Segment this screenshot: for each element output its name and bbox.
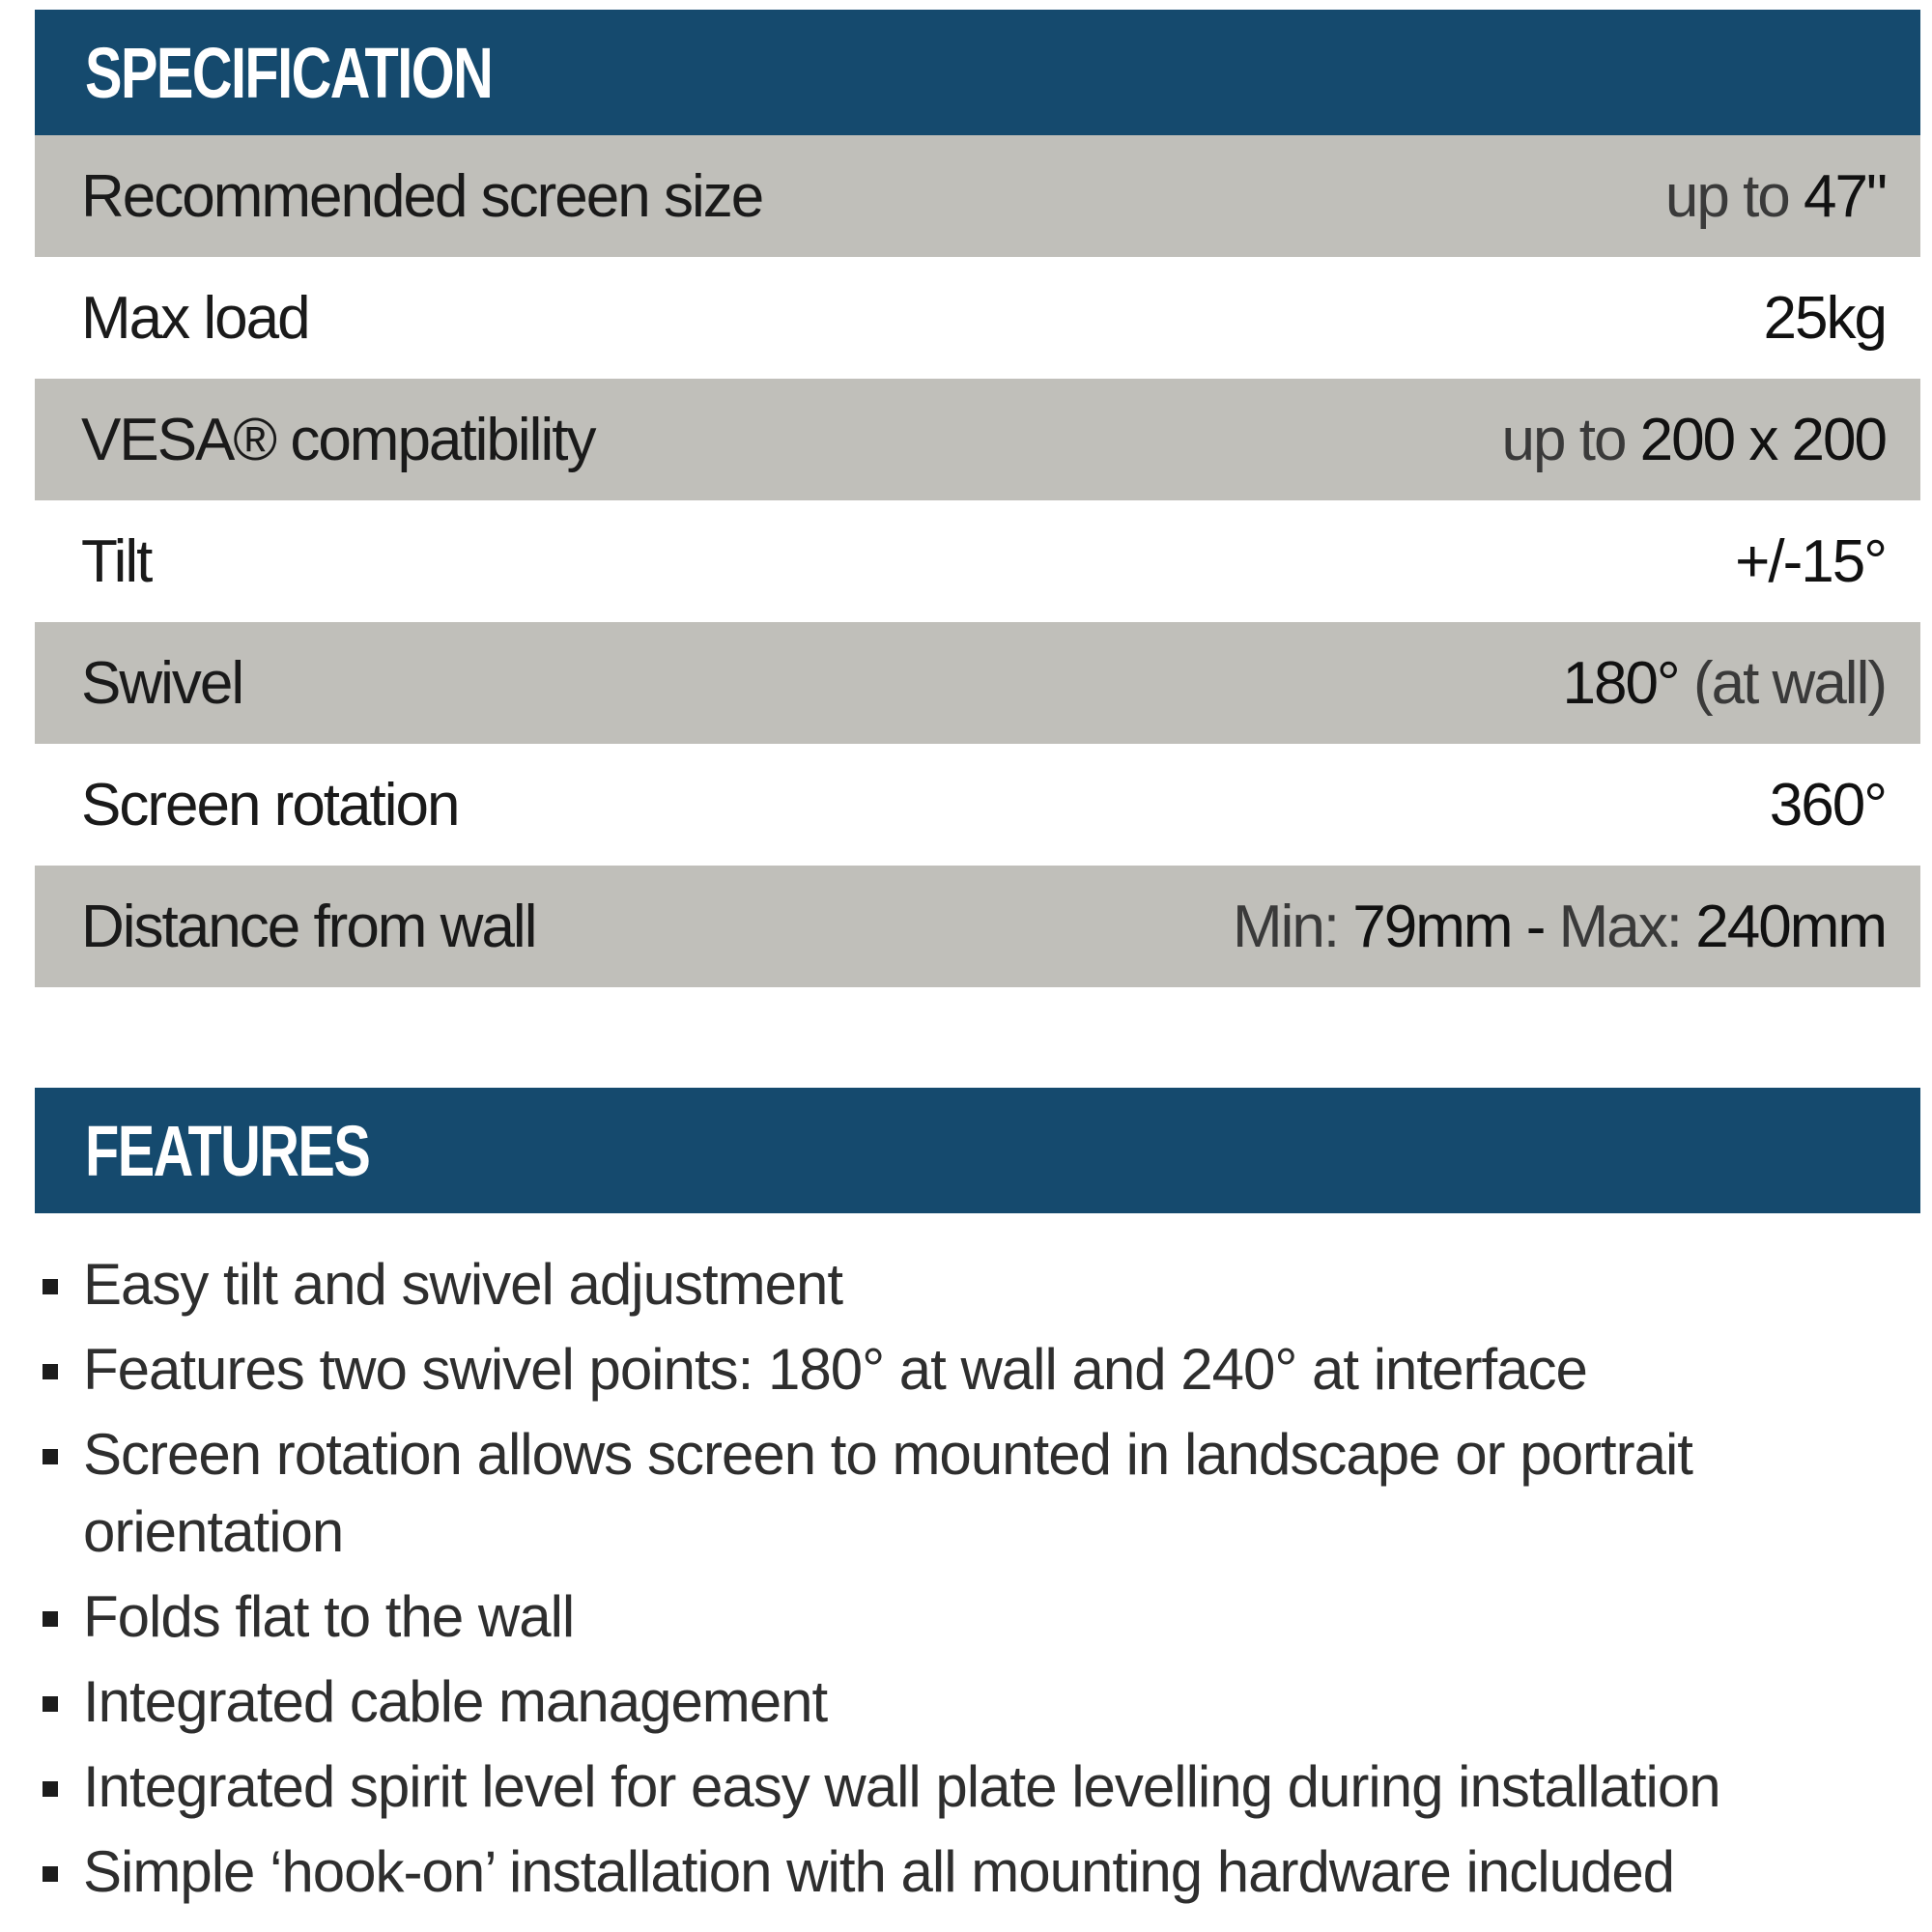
spec-value-prefix: Min: — [1232, 893, 1353, 960]
specification-heading-text: SPECIFICATION — [85, 32, 493, 113]
spec-value-end: 240mm — [1695, 893, 1886, 960]
spec-value-main: 360° — [1769, 771, 1886, 838]
features-heading-text: FEATURES — [85, 1110, 370, 1191]
square-bullet-icon — [43, 1449, 58, 1464]
list-item — [35, 1246, 1920, 1323]
spec-label: Max load — [81, 284, 309, 352]
spec-row-screen-rotation — [35, 744, 1920, 866]
feature-text: Easy tilt and swivel adjustment — [83, 1252, 843, 1317]
spec-label: Swivel — [81, 649, 243, 717]
spec-value — [1665, 162, 1886, 231]
spec-value-main: 180° — [1562, 649, 1679, 717]
list-item — [35, 1833, 1920, 1911]
spec-value-main: 47" — [1804, 162, 1886, 230]
list-item — [35, 1578, 1920, 1656]
spec-value-main: 25kg — [1763, 284, 1886, 352]
feature-text: Simple ‘hook-on’ installation with all mounting hardware included — [83, 1839, 1675, 1904]
list-item — [35, 1416, 1920, 1571]
spec-value-prefix: up to — [1664, 162, 1804, 230]
spec-value-main: 200 x 200 — [1639, 406, 1886, 473]
square-bullet-icon — [43, 1611, 58, 1627]
spec-row-max-load — [35, 257, 1920, 379]
features-heading — [35, 1088, 1920, 1213]
feature-text: Integrated cable management — [83, 1669, 828, 1734]
list-item — [35, 1663, 1920, 1741]
spec-value-mid: Max: — [1558, 893, 1696, 960]
spec-value — [1502, 406, 1886, 474]
square-bullet-icon — [43, 1364, 58, 1379]
square-bullet-icon — [43, 1866, 58, 1882]
spec-value — [1735, 527, 1886, 596]
square-bullet-icon — [43, 1696, 58, 1712]
spec-value — [1770, 771, 1886, 839]
spec-value-prefix: up to — [1501, 406, 1640, 473]
square-bullet-icon — [43, 1279, 58, 1294]
spec-row-distance-from-wall — [35, 866, 1920, 987]
square-bullet-icon — [43, 1781, 58, 1797]
feature-text: Integrated spirit level for easy wall plate levelling during installation — [83, 1754, 1720, 1819]
spec-row-tilt — [35, 500, 1920, 622]
spec-row-screen-size — [35, 135, 1920, 257]
spec-value-main: +/-15° — [1735, 527, 1886, 595]
specification-table — [35, 135, 1920, 987]
feature-text: Features two swivel points: 180° at wall and 240° at interface — [83, 1337, 1587, 1402]
feature-text: Screen rotation allows screen to mounted in landscape or portrait orientation — [83, 1422, 1692, 1564]
spec-value — [1764, 284, 1886, 353]
spec-label: Screen rotation — [81, 771, 459, 838]
spec-row-vesa — [35, 379, 1920, 500]
spec-label: Distance from wall — [81, 893, 536, 960]
spec-value-suffix: (at wall) — [1678, 649, 1886, 717]
spec-value — [1233, 893, 1886, 961]
spec-label: VESA® compatibility — [81, 406, 595, 473]
features-list — [35, 1246, 1920, 1911]
list-item — [35, 1748, 1920, 1826]
feature-text: Folds flat to the wall — [83, 1584, 575, 1649]
spec-label: Tilt — [81, 527, 152, 595]
spec-value — [1562, 649, 1886, 718]
spec-label: Recommended screen size — [81, 162, 763, 230]
list-item — [35, 1331, 1920, 1408]
specification-heading — [35, 10, 1920, 135]
spec-row-swivel — [35, 622, 1920, 744]
spec-value-main: 79mm - — [1352, 893, 1559, 960]
